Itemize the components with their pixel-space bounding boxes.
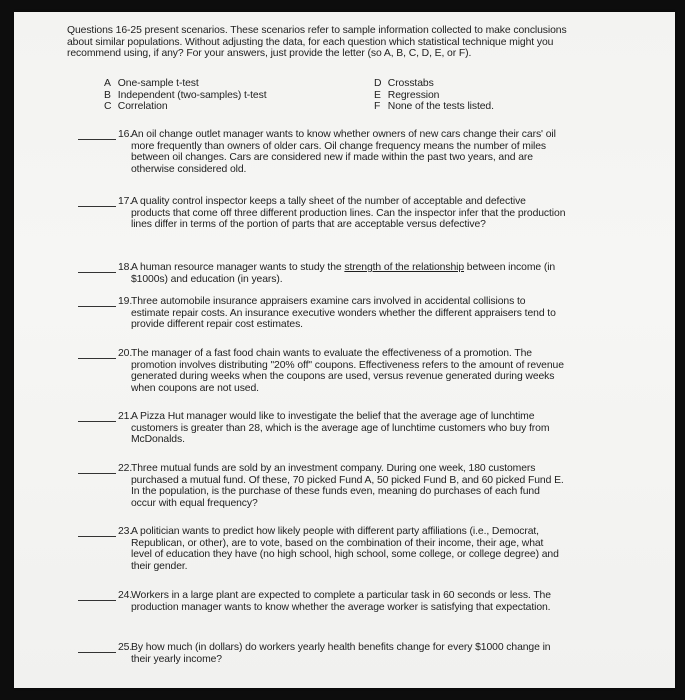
underlined-phrase: strength of the relationship (344, 262, 465, 273)
question-number: 23. (118, 526, 133, 537)
question-text: Three automobile insurance appraisers examine cars involved in accidental collisions to estimate repair costs. An insurance executive wonders whether the different appraisers tend to provide different repair cost estimates. (131, 296, 556, 330)
question-number: 21. (118, 411, 133, 422)
answer-blank[interactable] (78, 652, 116, 653)
question-number: 25. (118, 642, 133, 653)
question-number: 24. (118, 590, 133, 601)
worksheet-page (14, 12, 675, 688)
answer-blank[interactable] (78, 600, 116, 601)
question-number: 18. (118, 262, 133, 273)
question-text: By how much (in dollars) do workers yearly health benefits change for every $1000 change in their yearly income? (131, 642, 551, 665)
question-number: 22. (118, 463, 133, 474)
question-text: Workers in a large plant are expected to complete a particular task in 60 seconds or less. The production manager wants to know whether the average worker is satisfying that expectation. (131, 590, 551, 613)
question-number: 16. (118, 129, 133, 140)
answer-blank[interactable] (78, 536, 116, 537)
question-text: A human resource manager wants to study the strength of the relationship between income (in $1000s) and education (in years). (131, 262, 556, 285)
option-e: E Regression (374, 89, 440, 101)
option-c: C Correlation (104, 101, 168, 112)
question-text: A Pizza Hut manager would like to investigate the belief that the average age of lunchtime customers is greater than 28, which is the average age of lunchtime customers who buy from McDonalds. (131, 411, 550, 445)
question-text: A quality control inspector keeps a tally sheet of the number of acceptable and defective products that come off three different production lines. Can the inspector infer that the production lines differ in terms of the portion of parts that are acceptable versus defective? (131, 196, 566, 230)
question-text: Three mutual funds are sold by an investment company. During one week, 180 customers purchased a mutual fund. Of these, 70 picked Fund A, 50 picked Fund B, and 60 picked Fund E. In the population, is the purchase of these funds even, meaning do purchases of each fund occur with equal frequency? (131, 463, 564, 509)
answer-blank[interactable] (78, 272, 116, 273)
answer-blank[interactable] (78, 206, 116, 207)
option-a: A One-sample t-test (104, 78, 199, 89)
option-d: D Crosstabs (374, 78, 434, 89)
question-number: 19. (118, 296, 133, 307)
answer-blank[interactable] (78, 358, 116, 359)
question-text: An oil change outlet manager wants to know whether owners of new cars change their cars' oil more frequently than owners of older cars. Oil change frequency means the number of miles between oil changes. Cars are considered new if made within the past two years, and are otherwise considered old. (131, 129, 556, 175)
question-number: 20. (118, 348, 133, 359)
option-f: F None of the tests listed. (374, 101, 494, 112)
question-number: 17. (118, 196, 133, 207)
option-b: B Independent (two-samples) t-test (104, 89, 267, 101)
answer-blank[interactable] (78, 139, 116, 140)
question-text: A politician wants to predict how likely people with different party affiliations (i.e., Democrat, Republican, or other), are to vote, based on the combination of their income, their age, what level of education they have (no high school, high school, some college, or college degree) and their gender. (131, 526, 559, 572)
answer-blank[interactable] (78, 306, 116, 307)
answer-blank[interactable] (78, 473, 116, 474)
instructions-paragraph: Questions 16-25 present scenarios. These scenarios refer to sample information collected to make conclusions about similar populations. Without adjusting the data, for each question which statistical technique might you recommend using, if any? For your answers, just provide the letter (so A, B, C, D, E, or F). (67, 25, 567, 59)
question-text: The manager of a fast food chain wants to evaluate the effectiveness of a promotion. The promotion involves distributing "20% off" coupons. Effectiveness refers to the amount of revenue generated during weeks when the coupons are used, versus revenue generated during weeks when coupons are not used. (131, 348, 564, 394)
answer-blank[interactable] (78, 421, 116, 422)
